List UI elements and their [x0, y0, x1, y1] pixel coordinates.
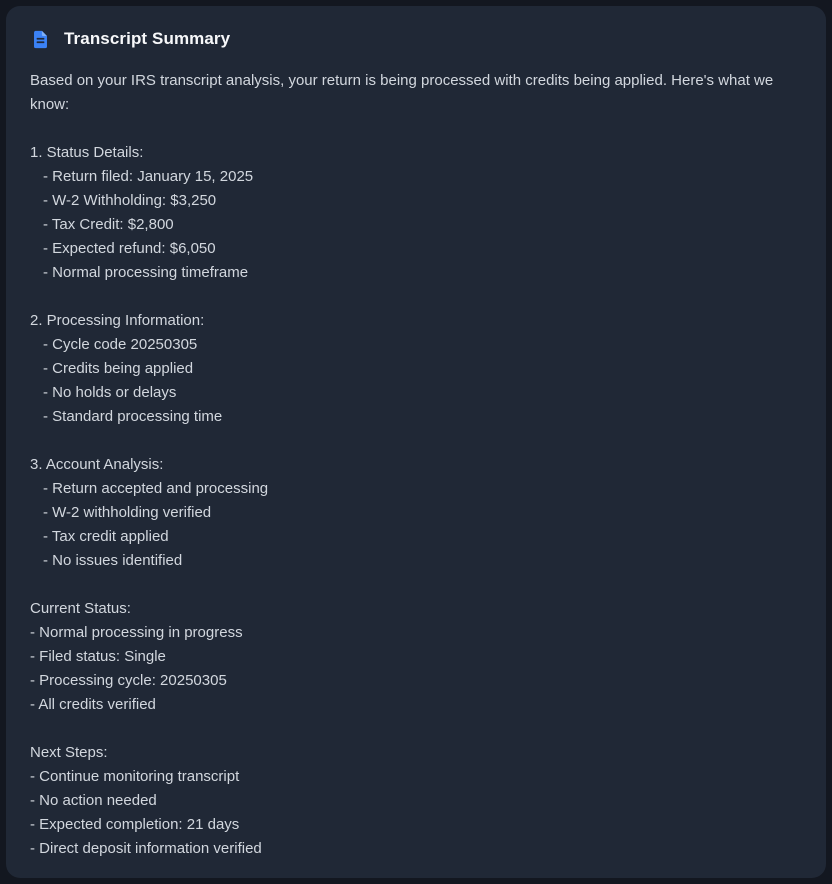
- section-item: - Expected refund: $6,050: [43, 240, 216, 257]
- section-item: - Processing cycle: 20250305: [30, 672, 227, 689]
- section-items: [30, 765, 802, 861]
- section-heading: Current Status:: [30, 600, 131, 617]
- section-item: - W-2 Withholding: $3,250: [43, 192, 217, 209]
- section-item: - Credits being applied: [43, 360, 194, 377]
- section-item: - Standard processing time: [43, 408, 223, 425]
- section-item: - Normal processing timeframe: [43, 264, 249, 281]
- section-items: [30, 333, 802, 429]
- section-item: - No action needed: [30, 792, 157, 809]
- section-item: - W-2 withholding verified: [43, 504, 212, 521]
- section-item: - Continue monitoring transcript: [30, 768, 240, 785]
- section-item: - Direct deposit information verified: [30, 840, 262, 857]
- section-heading: 2. Processing Information:: [30, 312, 205, 329]
- section-item: - Cycle code 20250305: [43, 336, 198, 353]
- section-items: [30, 477, 802, 573]
- section-item: - Return accepted and processing: [43, 480, 269, 497]
- summary-section: [30, 453, 802, 573]
- card-title: Transcript Summary: [64, 29, 231, 48]
- file-text-icon: [30, 29, 51, 50]
- card-header: [30, 26, 802, 52]
- summary-sections: [30, 141, 802, 861]
- section-item: - No holds or delays: [43, 384, 177, 401]
- summary-section: [30, 309, 802, 429]
- section-item: - Tax Credit: $2,800: [43, 216, 174, 233]
- section-item: - Tax credit applied: [43, 528, 169, 545]
- transcript-summary-card: [6, 6, 826, 878]
- section-heading: 1. Status Details:: [30, 144, 144, 161]
- section-item: - Return filed: January 15, 2025: [43, 168, 254, 185]
- section-items: [30, 621, 802, 717]
- section-heading: Next Steps:: [30, 744, 108, 761]
- summary-section: [30, 141, 802, 285]
- section-items: [30, 165, 802, 285]
- summary-section: [30, 597, 802, 717]
- section-item: - Filed status: Single: [30, 648, 166, 665]
- section-heading: 3. Account Analysis:: [30, 456, 164, 473]
- intro-text: Based on your IRS transcript analysis, your return is being processed with credits being applied. Here's what we know:: [30, 72, 774, 113]
- section-item: - Expected completion: 21 days: [30, 816, 240, 833]
- section-item: - No issues identified: [43, 552, 183, 569]
- section-item: - All credits verified: [30, 696, 156, 713]
- section-item: - Normal processing in progress: [30, 624, 243, 641]
- summary-section: [30, 741, 802, 861]
